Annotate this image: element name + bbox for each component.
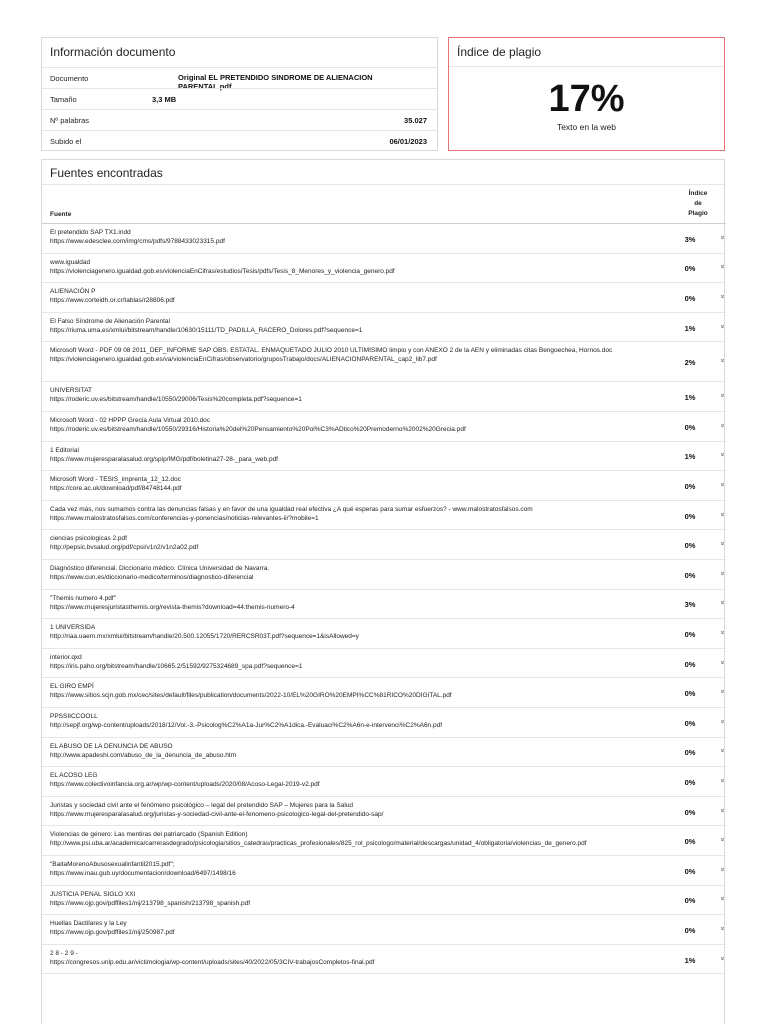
source-row[interactable]: [42, 797, 726, 827]
source-row[interactable]: [42, 886, 726, 916]
source-row[interactable]: [42, 708, 726, 738]
source-text: [50, 386, 675, 404]
source-row[interactable]: [42, 471, 726, 501]
source-name: EL GIRO EMPÍ: [50, 683, 94, 691]
info-row-size: [42, 88, 437, 109]
source-url[interactable]: https://www.mujeresjuristasthemis.org/revista-themis?download=44:themis-numero-4: [50, 603, 295, 611]
source-plagiarism-percent: 0%: [684, 422, 696, 432]
source-plagiarism-percent: 0%: [684, 659, 696, 669]
source-text: [50, 830, 675, 848]
source-row[interactable]: [42, 767, 726, 797]
source-plagiarism-percent: 0%: [684, 541, 696, 551]
source-name: www.igualdad: [50, 258, 91, 266]
sources-title: Fuentes encontradas: [50, 166, 163, 180]
source-url[interactable]: https://roderic.uv.es/bitstream/handle/10550/29316/Historia%20del%20Pensamiento%20Pol%C3%ADtico%20Premoderno%2002%20Grecia.pdf: [50, 426, 466, 433]
source-name: UNIVERSITAT: [50, 387, 93, 395]
source-name: Microsoft Word - 02 HPPP Grecia Aula Virtual 2010.doc: [50, 417, 211, 424]
source-url[interactable]: http://www.apadeshi.com/abuso_de_la_denuncia_de_abuso.htm: [50, 751, 237, 759]
source-name: Violencias de género: Las mentiras del patriarcado (Spanish Edition): [50, 831, 248, 839]
source-name: 2 8 - 2 9 -: [50, 949, 78, 957]
source-name: PPSSIICCOOLL: [50, 713, 98, 720]
source-text: [50, 446, 675, 464]
source-plagiarism-percent: 0%: [684, 511, 696, 521]
source-text: [50, 564, 675, 582]
source-plagiarism-percent: 0%: [684, 689, 696, 699]
source-text: [50, 317, 675, 335]
source-plagiarism-percent: 0%: [684, 570, 696, 580]
source-text: [50, 653, 675, 671]
source-name: Microsoft Word - TESIS_imprenta_12_12.doc: [50, 476, 181, 484]
info-label: Subido el: [50, 137, 82, 146]
info-value-document: Original EL PRETENDIDO SINDROME DE ALIENACION PARENTAL.pdf: [178, 73, 373, 91]
source-name: JUSTICIA PENAL SIGLO XXI: [50, 890, 136, 898]
source-plagiarism-percent: 0%: [684, 264, 696, 274]
source-text: [50, 228, 675, 246]
chevron-down-icon[interactable]: »: [718, 837, 726, 842]
chevron-down-icon[interactable]: »: [718, 778, 726, 783]
chevron-down-icon[interactable]: »: [718, 896, 726, 901]
source-url[interactable]: https://www.malostratosfalsos.com/conferencias-y-ponencias/noticias-relevantes-ii/?mobile=1: [50, 514, 319, 522]
info-label: Tamaño: [50, 95, 77, 104]
source-url[interactable]: https://www.mujeresparalasalud.org/juristas-y-sociedad-civil-ante-el-fenomeno-psicologico-legal-del-pretendido-sap/: [50, 810, 384, 818]
source-row[interactable]: [42, 382, 726, 412]
plagiarism-index-panel: [448, 37, 725, 151]
source-text: [50, 346, 675, 364]
source-row[interactable]: [42, 590, 726, 620]
source-plagiarism-percent: 1%: [684, 955, 696, 965]
source-url[interactable]: https://www.sitios.scjn.gob.mx/cec/sites/default/files/publication/documents/2022-10/EL%20GIRO%20EMPI%CC%81RICO%20DIGITAL.pdf: [50, 692, 452, 700]
source-plagiarism-percent: 0%: [684, 777, 696, 787]
source-text: [50, 287, 675, 305]
source-name: "BaitaMorenoAbusosexualinfantil2015.pdf";: [50, 861, 175, 868]
source-url[interactable]: https://violenciagenero.igualdad.gob.es/violenciaEnCifras/estudios/Tesis/pdfs/Tesis_8_Menores_y_violencia_genero.pdf: [50, 267, 395, 275]
source-plagiarism-percent: 0%: [684, 481, 696, 491]
source-plagiarism-percent: 0%: [684, 629, 696, 639]
source-row[interactable]: [42, 915, 726, 945]
source-row[interactable]: [42, 224, 726, 254]
source-url[interactable]: https://riuma.uma.es/xmlui/bitstream/handle/10630/15111/TD_PADILLA_RACERO_Dolores.pdf?sequence=1: [50, 326, 363, 334]
info-value-size: 3,3 MB: [152, 95, 177, 104]
source-text: [50, 505, 675, 523]
chevron-down-icon[interactable]: »: [718, 482, 726, 487]
column-header-index-line: de: [694, 200, 702, 207]
source-row[interactable]: [42, 856, 726, 886]
source-name: interior.qxd: [50, 653, 82, 661]
source-url[interactable]: https://www.cun.es/diccionario-medico/terminos/diagnostico-diferencial: [50, 574, 254, 581]
plagiarism-index-title: Índice de plagio: [457, 45, 542, 59]
column-header-source: Fuente: [50, 211, 72, 218]
source-plagiarism-percent: 3%: [684, 234, 696, 244]
source-name: Cada vez más, nos sumamos contra las denuncias falsas y en favor de una igualdad real efectiva ¿A qué esperas para sumar esfuerzos? - www.malostratosfalsos.com: [50, 505, 533, 513]
source-name: Huellas Dactilares y la Ley: [50, 920, 127, 928]
source-name: 1 Editorial: [50, 446, 79, 454]
chevron-down-icon[interactable]: »: [718, 926, 726, 931]
source-text: [50, 860, 675, 878]
chevron-down-icon[interactable]: »: [718, 423, 726, 428]
source-name: Diagnóstico diferencial. Diccionario médico. Clínica Universidad de Navarra.: [50, 565, 270, 572]
column-header-index-line: Índice: [688, 190, 708, 197]
source-url[interactable]: https://www.ojp.gov/pdffiles1/nij/213798_spanish/213798_spanish.pdf: [50, 899, 251, 907]
chevron-down-icon[interactable]: »: [718, 748, 726, 753]
info-label: Nº palabras: [50, 116, 90, 125]
plagiarism-index-subtitle: Texto en la web: [556, 122, 617, 132]
source-plagiarism-percent: 0%: [684, 837, 696, 847]
source-url[interactable]: https://www.corteidh.or.cr/tablas/r28806.pdf: [50, 297, 175, 305]
source-text: [50, 771, 675, 789]
source-url[interactable]: https://roderic.uv.es/bitstream/handle/10550/29006/Tesis%20completa.pdf?sequence=1: [50, 396, 302, 404]
source-plagiarism-percent: 2%: [684, 358, 696, 368]
source-text: [50, 919, 675, 937]
source-row[interactable]: [42, 530, 726, 560]
source-row[interactable]: [42, 501, 726, 531]
source-row[interactable]: [42, 313, 726, 343]
chevron-down-icon[interactable]: »: [718, 235, 726, 240]
source-plagiarism-percent: 0%: [684, 718, 696, 728]
source-url[interactable]: https://violenciagenero.igualdad.gob.es/va/violenciaEnCifras/observatorio/gruposTrabajo/docs/ALIENACIONPARENTAL_cap2_lib7.pdf: [50, 356, 437, 364]
source-text: [50, 742, 675, 760]
source-text: [50, 623, 675, 641]
source-row[interactable]: [42, 678, 726, 708]
source-plagiarism-percent: 0%: [684, 925, 696, 935]
chevron-down-icon[interactable]: »: [718, 630, 726, 635]
info-value-uploaded: 06/01/2023: [389, 137, 427, 146]
plagiarism-index-value: 17%: [548, 78, 625, 120]
source-text: [50, 712, 675, 730]
info-label: Documento: [50, 74, 89, 83]
source-row[interactable]: [42, 342, 726, 382]
chevron-down-icon[interactable]: »: [718, 719, 726, 724]
info-row-uploaded: [42, 130, 437, 151]
source-text: [50, 949, 675, 967]
chevron-down-icon[interactable]: »: [718, 358, 726, 363]
source-url[interactable]: http://riaa.uaem.mx/xmlui/bitstream/handle/20.500.12055/1720/RERCSR03T.pdf?sequence=1&isAllowed=y: [50, 633, 359, 641]
source-url[interactable]: https://www.colectivoinfancia.org.ar/wp/wp-content/uploads/2020/08/Acoso-Legal-2019-v2.pdf: [50, 781, 320, 789]
source-plagiarism-percent: 1%: [684, 323, 696, 333]
source-plagiarism-percent: 1%: [684, 393, 696, 403]
column-header-index-line: Plagio: [688, 210, 708, 217]
source-name: El Falso Síndrome de Alienación Parental: [50, 317, 170, 325]
source-plagiarism-percent: 3%: [684, 600, 696, 610]
source-plagiarism-percent: 0%: [684, 748, 696, 758]
source-url[interactable]: https://iris.paho.org/bitstream/handle/10665.2/51592/9275324689_spa.pdf?sequence=1: [50, 662, 303, 670]
chevron-down-icon[interactable]: »: [718, 867, 726, 872]
chevron-down-icon[interactable]: »: [718, 264, 726, 269]
source-row[interactable]: [42, 254, 726, 284]
source-url[interactable]: http://pepsic.bvsalud.org/pdf/cpsi/v1n2/v1n2a02.pdf: [50, 544, 199, 552]
source-plagiarism-percent: 0%: [684, 866, 696, 876]
chevron-down-icon[interactable]: »: [718, 393, 726, 398]
source-url[interactable]: https://www.ojp.gov/pdffiles1/nij/250987.pdf: [50, 929, 175, 937]
source-text: [50, 890, 675, 908]
source-text: [50, 534, 675, 552]
source-text: [50, 682, 675, 700]
source-name: EL ABUSO DE LA DENUNCIA DE ABUSO: [50, 742, 173, 750]
chevron-down-icon[interactable]: »: [718, 689, 726, 694]
source-url[interactable]: https://core.ac.uk/download/pdf/84748144.pdf: [50, 485, 182, 493]
source-plagiarism-percent: 0%: [684, 896, 696, 906]
source-row[interactable]: [42, 826, 726, 856]
source-row[interactable]: [42, 619, 726, 649]
source-name: El pretendido SAP TX1.indd: [50, 229, 131, 236]
info-value-words: 35.027: [404, 116, 427, 125]
chevron-down-icon[interactable]: »: [718, 571, 726, 576]
source-name: Microsoft Word - PDF 09 08 2011_DEF_INFORME SAP OBS. ESTATAL. ENMAQUETADO JULIO 2010 ULTIMISIMO limpio y con ANEXO 2 de la AEN y eliminadas citas Bengoechea, Hornos.doc: [50, 347, 613, 355]
chevron-down-icon[interactable]: »: [718, 512, 726, 517]
source-name: EL ACOSO LEG: [50, 772, 98, 780]
chevron-down-icon[interactable]: »: [718, 452, 726, 457]
source-plagiarism-percent: 1%: [684, 452, 696, 462]
source-plagiarism-percent: 0%: [684, 807, 696, 817]
source-text: [50, 475, 675, 493]
source-name: 1 UNIVERSIDA: [50, 624, 96, 632]
sources-panel: [41, 159, 725, 1024]
source-row[interactable]: [42, 945, 726, 975]
source-url[interactable]: http://www.psi.uba.ar/academica/carrerasdegrado/psicologia/sitios_catedras/practicas_profesionales/825_rol_psicologo/material/descargas/unidad_4/obligatoria/violencias_de_genero.pdf: [50, 840, 587, 848]
chevron-down-icon[interactable]: »: [718, 808, 726, 813]
chevron-down-icon[interactable]: »: [718, 294, 726, 299]
chevron-down-icon[interactable]: »: [718, 660, 726, 665]
source-name: Juristas y sociedad civil ante el fenómeno psicológico – legal del pretendido SAP – Mujeres para la Salud: [50, 801, 354, 809]
chevron-down-icon[interactable]: »: [718, 956, 726, 961]
info-row-document: [42, 67, 437, 91]
source-url[interactable]: https://congresos.unlp.edu.ar/victimologia/wp-content/uploads/sites/40/2022/05/3CIV-trabajosCompletos-final.pdf: [50, 958, 375, 966]
source-name: ALIENACIÓN P: [50, 288, 96, 296]
column-header-index: [672, 189, 724, 219]
divider: [42, 184, 724, 185]
source-text: [50, 594, 675, 612]
source-row[interactable]: [42, 738, 726, 768]
document-info-panel: [41, 37, 438, 151]
source-name: ciencias psicologicas 2.pdf: [50, 535, 127, 543]
source-url[interactable]: https://www.inau.gub.uy/documentacion/download/6497/1498/16: [50, 870, 236, 877]
source-row[interactable]: [42, 442, 726, 472]
document-info-title: Información documento: [50, 45, 176, 59]
source-row[interactable]: [42, 649, 726, 679]
info-row-words: [42, 109, 437, 130]
source-text: [50, 801, 675, 819]
source-text: [50, 416, 675, 434]
source-plagiarism-percent: 0%: [684, 293, 696, 303]
chevron-down-icon[interactable]: »: [718, 600, 726, 605]
divider: [449, 66, 724, 67]
source-text: [50, 258, 675, 276]
source-row[interactable]: [42, 412, 726, 442]
source-url[interactable]: https://www.mujeresparalasalud.org/spip/IMG/pdf/boletina27-28-_para_web.pdf: [50, 455, 278, 463]
source-name: "Themis numero 4.pdf": [50, 594, 117, 602]
source-row[interactable]: [42, 283, 726, 313]
chevron-down-icon[interactable]: »: [718, 541, 726, 546]
chevron-down-icon[interactable]: »: [718, 324, 726, 329]
source-url[interactable]: https://www.edesclee.com/img/cms/pdfs/9788433023315.pdf: [50, 238, 225, 245]
source-url[interactable]: http://sepjf.org/wp-content/uploads/2018/12/Vol.-3.-Psicolog%C2%A1a-Jur%C2%A1dica.-Evaluaci%C2%A6n-e-intervenci%C2%A6n.pdf: [50, 722, 443, 729]
source-row[interactable]: [42, 560, 726, 590]
